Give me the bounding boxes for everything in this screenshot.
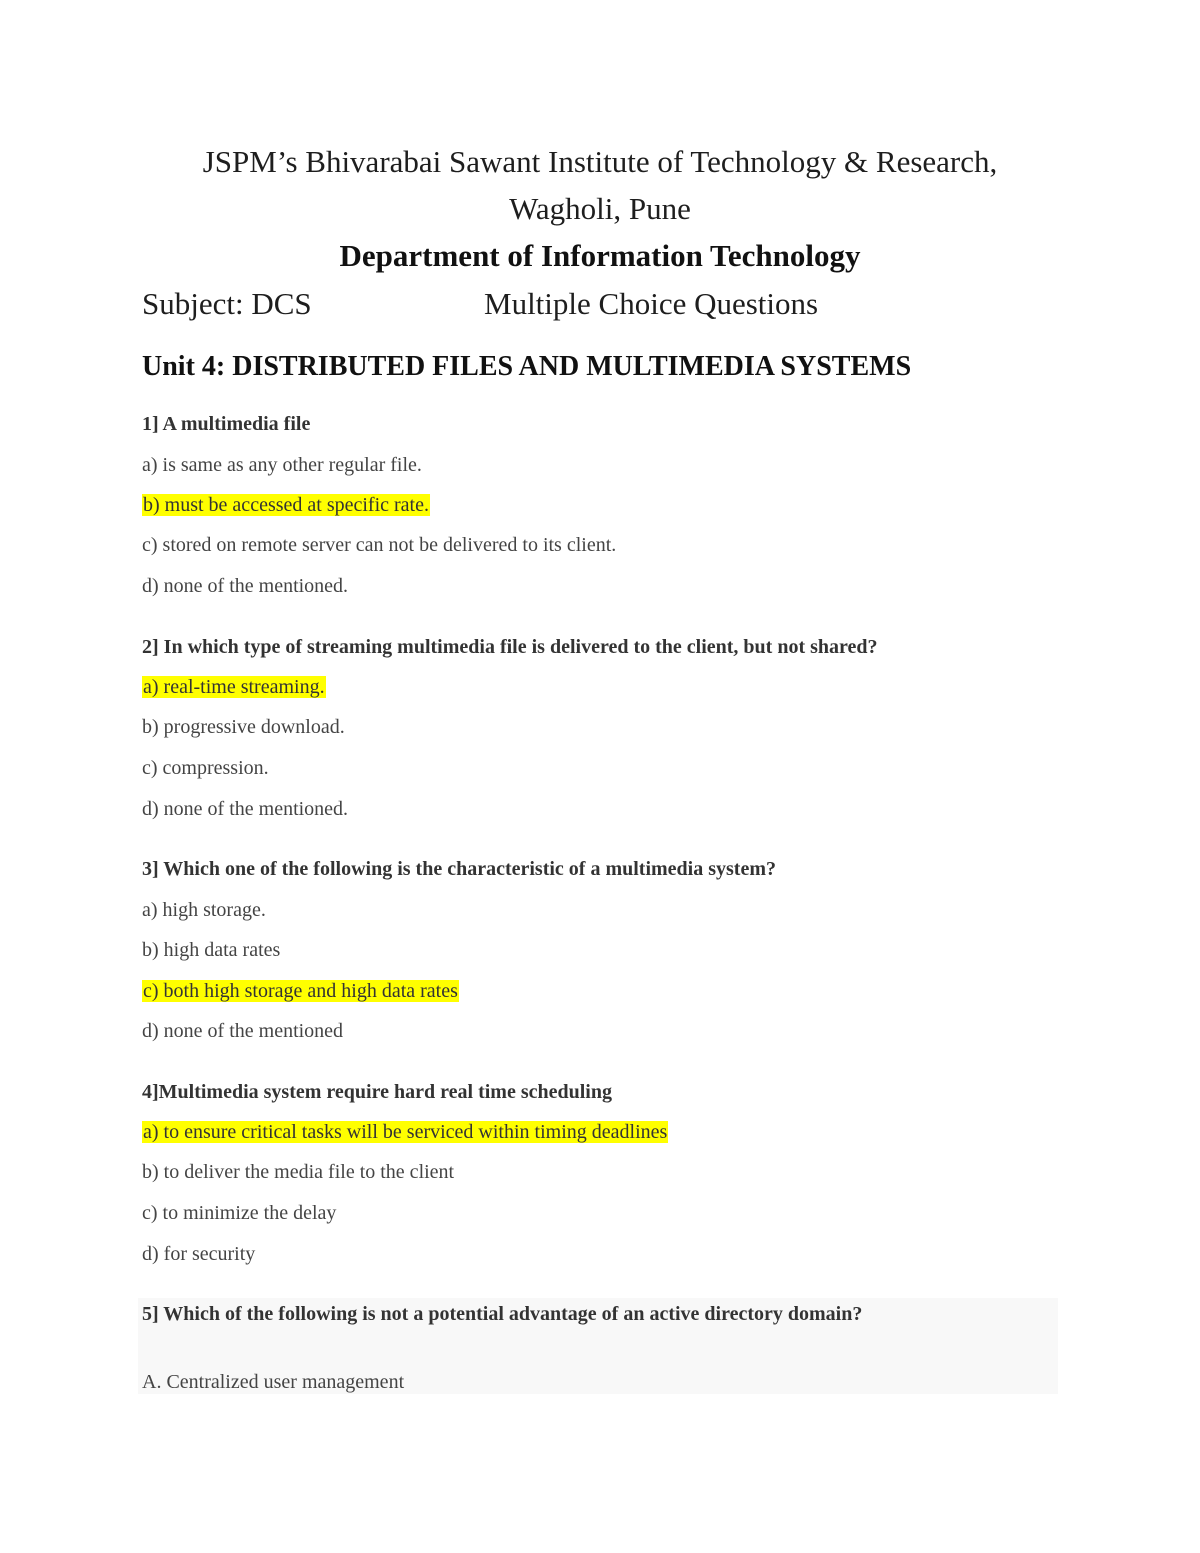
- question-4-option-c: c) to minimize the delay: [142, 1202, 337, 1224]
- question-2-option-c: c) compression.: [142, 757, 269, 779]
- question-3-option-a: a) high storage.: [142, 899, 266, 921]
- question-4: 4]Multimedia system require hard real time scheduling: [142, 1081, 612, 1103]
- question-5: 5] Which of the following is not a potential advantage of an active directory domain?: [142, 1303, 863, 1325]
- question-3-option-c: [142, 977, 459, 1005]
- subject-row: [142, 284, 819, 324]
- answer-highlight: c) both high storage and high data rates: [143, 980, 458, 1002]
- question-2-option-d: d) none of the mentioned.: [142, 798, 349, 820]
- question-1-option-c: c) stored on remote server can not be delivered to its client.: [142, 534, 617, 556]
- question-4-option-b: b) to deliver the media file to the client: [142, 1161, 455, 1183]
- question-4-option-a: [142, 1118, 668, 1146]
- question-1: 1] A multimedia file: [142, 413, 311, 435]
- question-2-option-a: [142, 673, 326, 701]
- subject-label: Subject: DCS: [142, 286, 312, 321]
- question-1-option-d: d) none of the mentioned.: [142, 575, 349, 597]
- question-4-option-d: d) for security: [142, 1243, 256, 1265]
- question-1-option-a: a) is same as any other regular file.: [142, 454, 422, 476]
- question-2: 2] In which type of streaming multimedia file is delivered to the client, but not shared?: [142, 636, 878, 658]
- question-1-option-b: [142, 491, 430, 519]
- institute-name-line2: Wagholi, Pune: [509, 191, 691, 226]
- question-3: 3] Which one of the following is the characteristic of a multimedia system?: [142, 858, 776, 880]
- question-2-option-b: b) progressive download.: [142, 716, 345, 738]
- institute-name-line1: JSPM’s Bhivarabai Sawant Institute of Technology & Research,: [202, 144, 998, 179]
- question-3-option-b: b) high data rates: [142, 939, 281, 961]
- answer-highlight: b) must be accessed at specific rate.: [143, 494, 429, 516]
- answer-highlight: a) to ensure critical tasks will be serviced within timing deadlines: [143, 1121, 668, 1143]
- doc-type-label: Multiple Choice Questions: [484, 286, 819, 321]
- question-5-option-a: A. Centralized user management: [142, 1371, 405, 1393]
- question-3-option-d: d) none of the mentioned: [142, 1020, 344, 1042]
- department-title: Department of Information Technology: [339, 238, 861, 273]
- unit-title: Unit 4: DISTRIBUTED FILES AND MULTIMEDIA SYSTEMS: [142, 351, 912, 382]
- answer-highlight: a) real-time streaming.: [143, 676, 325, 698]
